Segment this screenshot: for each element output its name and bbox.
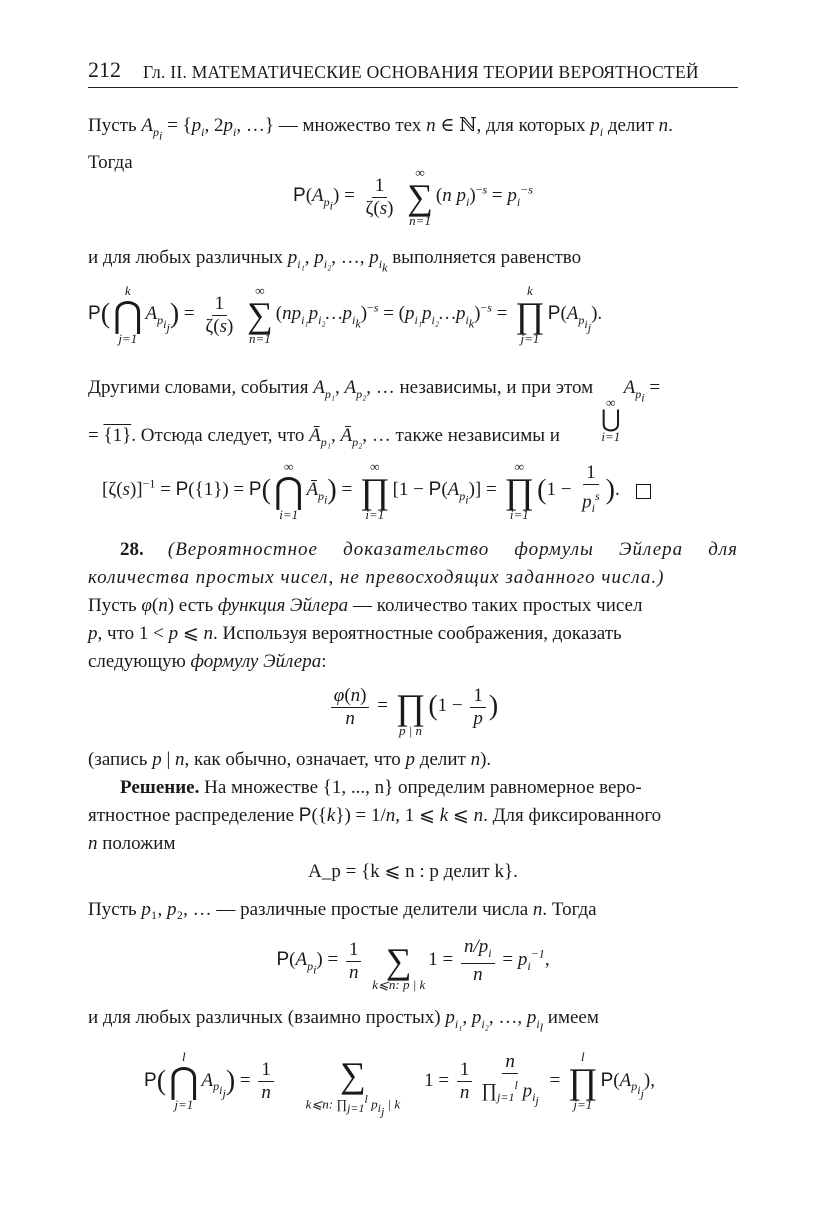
paragraph-4: = {1}. Отсюда следует, что $Ā_{p_1}$, $Ā_{p_2}$, … также независимы и bbox=[88, 425, 560, 449]
paragraph-3: Другими словами, события $A_{p_1}$, $A_{p_2}$, … независимы, и при этом ∞ ⋃ i=1 $A_{p_i}$ = bbox=[88, 377, 661, 444]
formula-3: $[\zeta(s)]^{-1} = P(\{1\}) = P$( ∞ ⋂ i=1 $Ā_{p_i}$) = ∞ ∏ i=1 $[1 - P(A_{p_i})]$ = ∞ ∏ i=1 (1 − $\frac{1}{p_i^s}$ ). bbox=[88, 460, 738, 522]
qed-square-icon bbox=[636, 484, 651, 499]
running-header bbox=[88, 58, 738, 88]
running-head: Гл. II. МАТЕМАТИЧЕСКИЕ ОСНОВАНИЯ ТЕОРИИ ВЕРОЯТНОСТЕЙ bbox=[143, 62, 699, 82]
paragraph-1: Пусть $A_{p_i} = \{p_i$, $2p_i$, …} — множество тех n ∈ ℕ, для которых $p_i$ делит n. Тогда bbox=[88, 115, 673, 174]
paragraph-2: и для любых различных $p_{i_1}$, $p_{i_2}$, …, $p_{i_k}$ выполняется равенство bbox=[88, 247, 582, 275]
formula-1: $P(A_{p_i})$ = $\frac{1}{\zeta(s)}$ ∞ ∑ n=1 (n $p_i)^{-s} = p_i^{-s}$ bbox=[293, 165, 533, 228]
formula-6: $P(A_{p_i})$ = $\frac{1}{n}$ ∑ k⩽n: p | k 1 = $\frac{n/p_i}{n}$ = $p_i^{-1}$, bbox=[276, 935, 550, 992]
formula-5: A_p = {k ⩽ n : p делит k}. bbox=[308, 861, 518, 882]
page-number: 212 bbox=[88, 57, 121, 82]
problem-title: (Вероятностное доказательство формулы Эйлера для количества простых чисел, не превосходящих заданного числа.) bbox=[88, 539, 739, 588]
solution: Решение. На множестве {1, ..., n} определим равномерное веро- ятностное распределение P({k}) = 1/n, 1 ⩽ k ⩽ n. Для фиксированного n положим bbox=[88, 777, 662, 854]
paragraph-8: (запись p | n, как обычно, означает, что p делит n). bbox=[88, 749, 492, 770]
problem-28: 28. (Вероятностное доказательство формулы Эйлера для количества простых чисел, не превосходящих заданного числа.) Пусть φ(n) есть функция Эйлера — количество таких простых чисел p, что 1 < p ⩽ n. Используя вероятностные соображения, доказать следующую формулу Эйлера: bbox=[88, 539, 739, 672]
problem-number: 28. bbox=[120, 539, 144, 560]
solution-label: Решение. bbox=[120, 777, 200, 798]
formula-7: P( l ⋂ j=1 $A_{p_{i_j}}$) = $\frac{1}{n}$ ∑ k⩽n: $\prod_{j=1}^l$ $p_{i_j}$ | k 1 = $\frac{1}{n}$ $\frac{n}{\prod_{j=1}^l p_{i_j}}$ = l ∏ j=1 $P(A_{p_{i_j}})$, bbox=[144, 1049, 655, 1119]
formula-4: $\frac{\varphi(n)}{n}$ = ∏ p | n (1 − $\frac{1}{p}$ ) bbox=[88, 676, 738, 738]
paragraph-9: Пусть p₁, p₂, … — различные простые делители числа n. Тогда bbox=[88, 899, 597, 920]
paragraph-10: и для любых различных (взаимно простых) $p_{i_1}$, $p_{i_2}$, …, $p_{i_l}$ имеем bbox=[88, 1007, 599, 1035]
formula-2: P( k ⋂ j=1 $A_{p_{i_j}}$) = $\frac{1}{\zeta(s)}$ ∞ ∑ n=1 $(np_{i_1}p_{i_2}\dots p_{i_k})^{-s}$ = $(p_{i_1}p_{i_2}\dots p_{i_k})^{-s}$ = k ∏ j=1 $P(A_{p_{i_j}})$. bbox=[88, 283, 603, 346]
